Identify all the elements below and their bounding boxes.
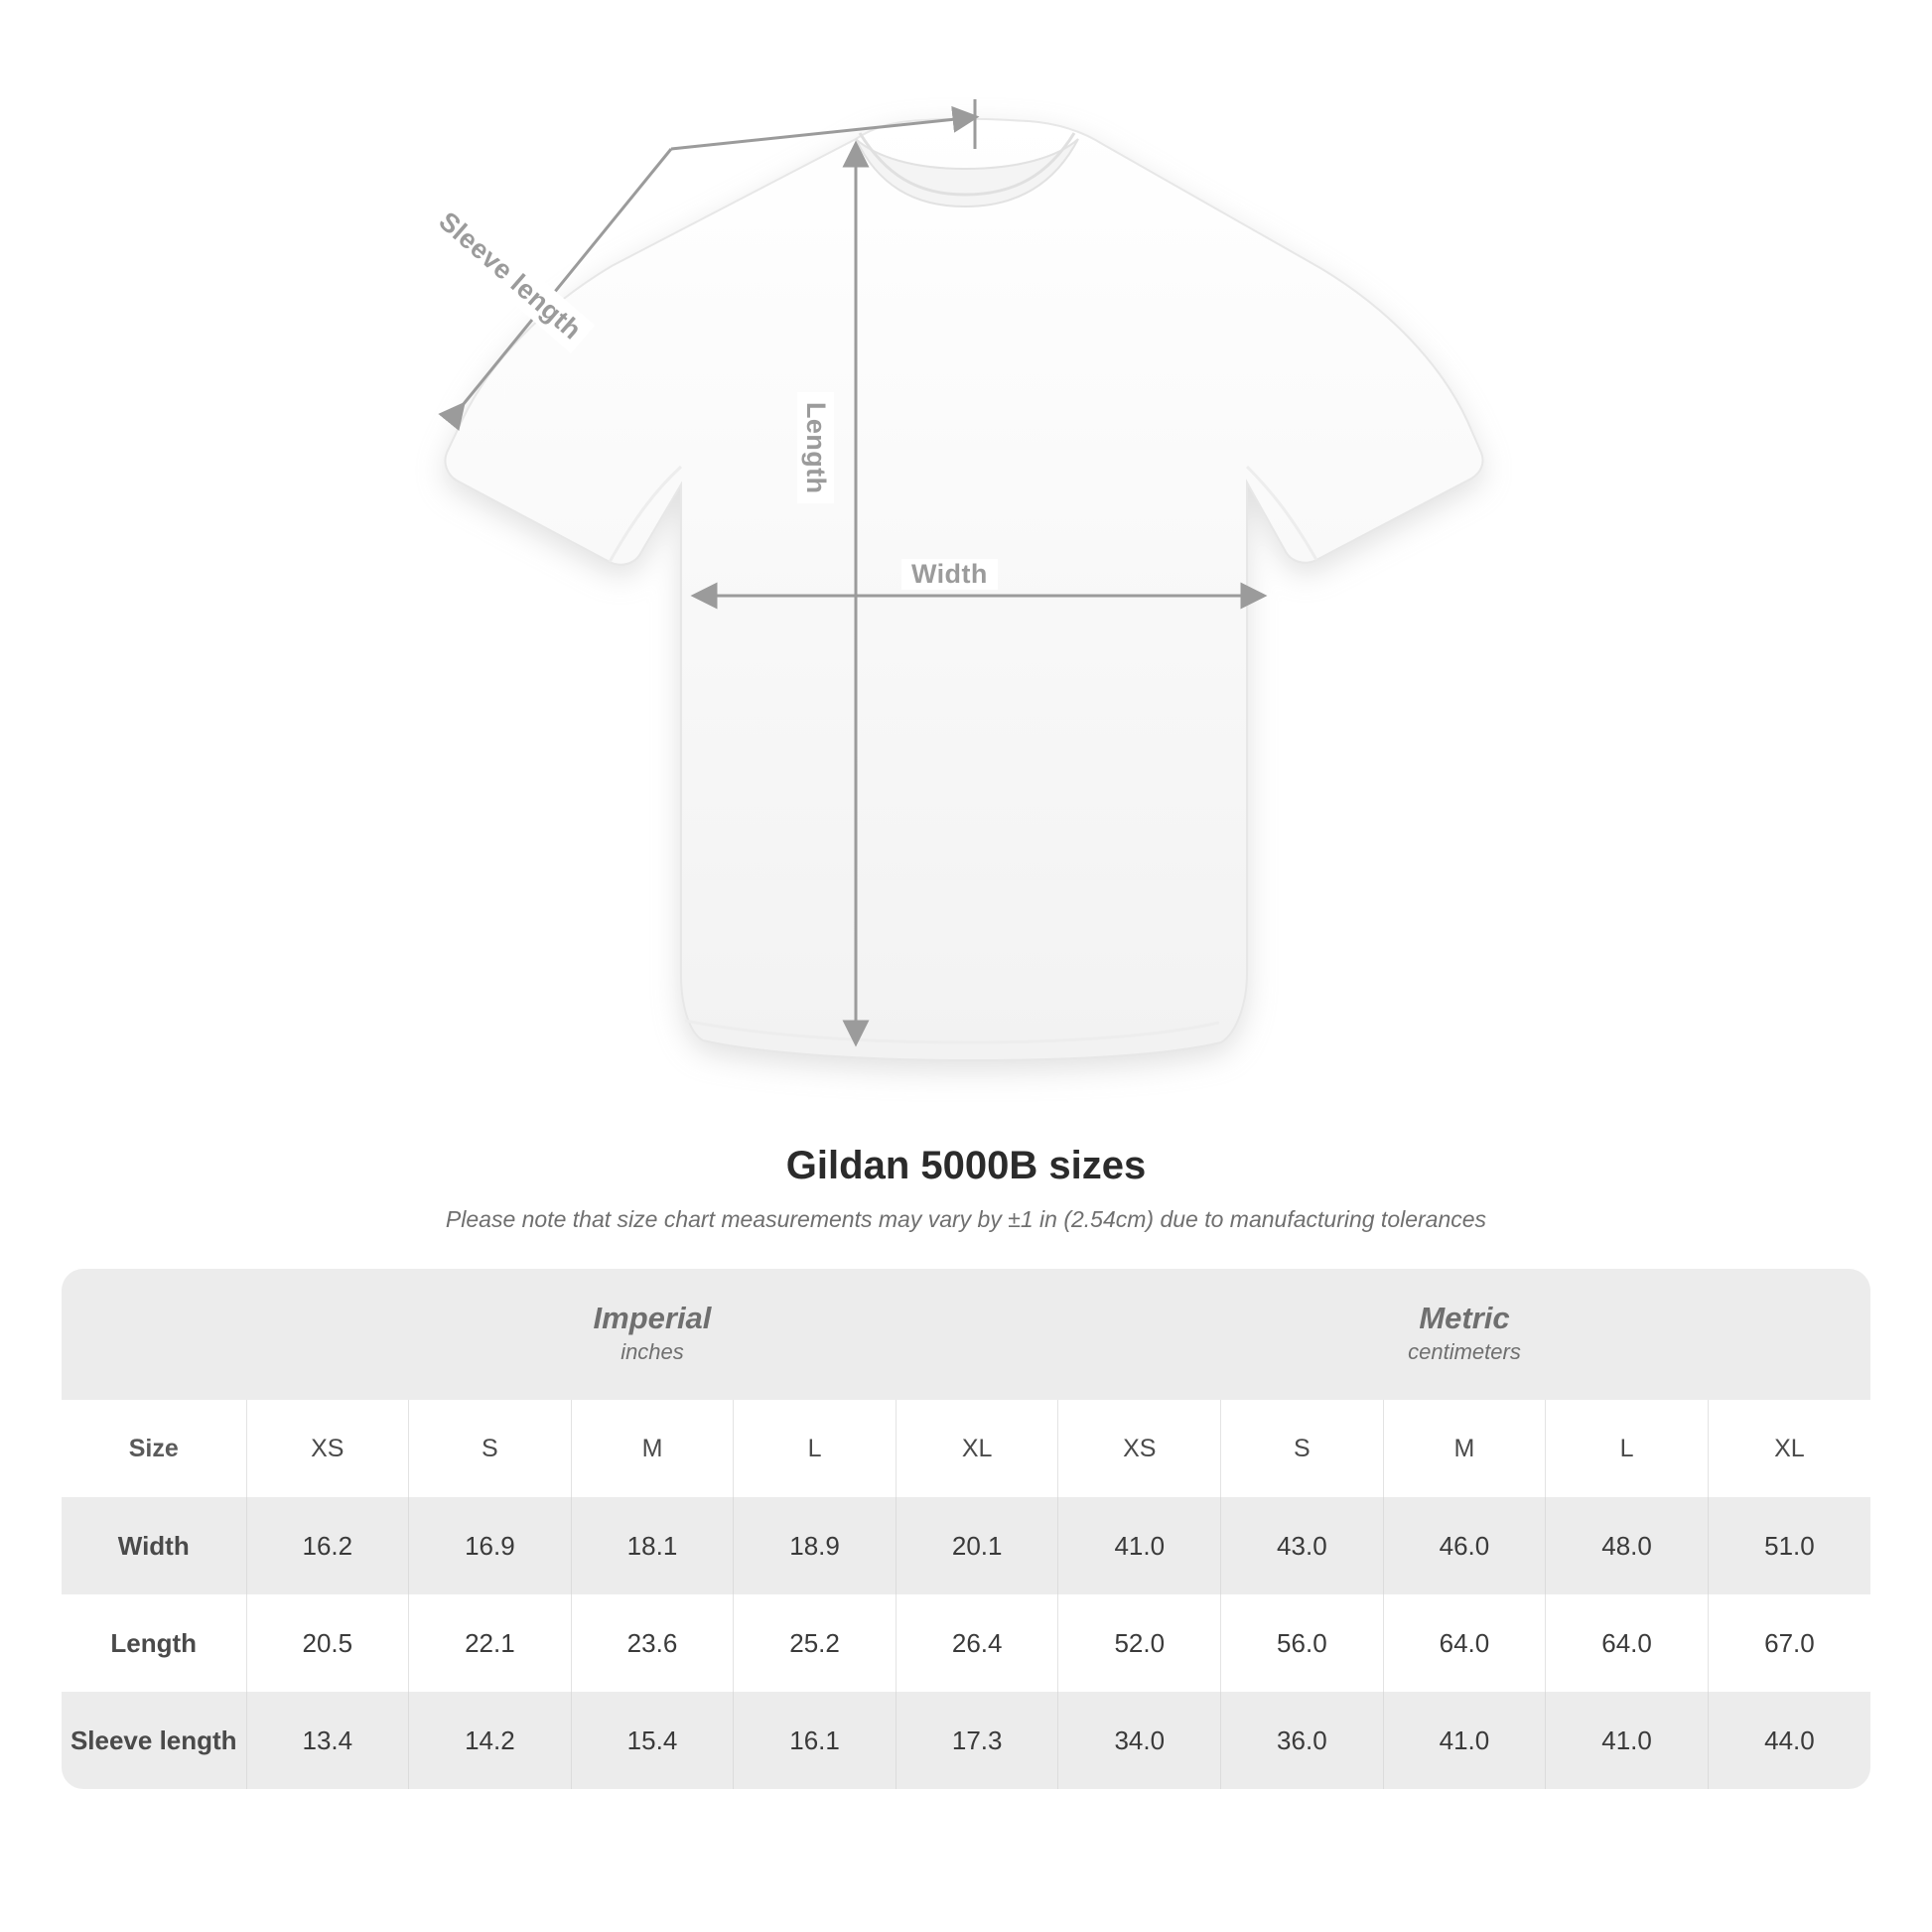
cell-length-metric-l: 64.0 (1546, 1594, 1709, 1692)
cell-length-imperial-l: 25.2 (734, 1594, 897, 1692)
cell-sleeve-metric-xl: 44.0 (1708, 1692, 1870, 1789)
cell-sleeve-imperial-m: 15.4 (571, 1692, 734, 1789)
unit-group-metric-title: Metric (1419, 1300, 1510, 1335)
unit-group-row (62, 1269, 1870, 1400)
cell-length-imperial-m: 23.6 (571, 1594, 734, 1692)
row-label-length: Length (62, 1594, 246, 1692)
cell-sleeve-imperial-xl: 17.3 (896, 1692, 1058, 1789)
cell-sleeve-metric-m: 41.0 (1383, 1692, 1546, 1789)
cell-width-imperial-xl: 20.1 (896, 1497, 1058, 1594)
cell-width-metric-l: 48.0 (1546, 1497, 1709, 1594)
header-size: Size (62, 1400, 246, 1497)
cell-length-imperial-s: 22.1 (409, 1594, 572, 1692)
table-row (62, 1594, 1870, 1692)
cell-length-imperial-xs: 20.5 (246, 1594, 409, 1692)
header-metric-l: L (1546, 1400, 1709, 1497)
cell-sleeve-imperial-l: 16.1 (734, 1692, 897, 1789)
header-metric-xs: XS (1058, 1400, 1221, 1497)
cell-width-imperial-s: 16.9 (409, 1497, 572, 1594)
row-label-width: Width (62, 1497, 246, 1594)
cell-length-metric-m: 64.0 (1383, 1594, 1546, 1692)
sleeve-length-dimension-label: Sleeve length (425, 199, 596, 353)
cell-length-metric-xs: 52.0 (1058, 1594, 1221, 1692)
cell-width-imperial-m: 18.1 (571, 1497, 734, 1594)
size-table (62, 1269, 1870, 1789)
unit-group-imperial-unit: inches (621, 1339, 684, 1365)
chart-heading-group (0, 1144, 1932, 1233)
unit-group-imperial-title: Imperial (593, 1300, 712, 1335)
cell-length-metric-s: 56.0 (1221, 1594, 1384, 1692)
cell-length-metric-xl: 67.0 (1708, 1594, 1870, 1692)
unit-group-metric (1058, 1269, 1870, 1400)
tolerance-note: Please note that size chart measurements may vary by ±1 in (2.54cm) due to manufacturing tolerances (445, 1206, 1487, 1232)
cell-sleeve-imperial-xs: 13.4 (246, 1692, 409, 1789)
header-imperial-s: S (409, 1400, 572, 1497)
table-row (62, 1497, 1870, 1594)
row-label-sleeve-length: Sleeve length (62, 1692, 246, 1789)
header-imperial-m: M (571, 1400, 734, 1497)
cell-sleeve-metric-xs: 34.0 (1058, 1692, 1221, 1789)
header-imperial-xs: XS (246, 1400, 409, 1497)
page-title: Gildan 5000B sizes (785, 1144, 1147, 1187)
unit-group-imperial (246, 1269, 1058, 1400)
header-imperial-l: L (734, 1400, 897, 1497)
table-header-row (62, 1400, 1870, 1497)
cell-sleeve-metric-s: 36.0 (1221, 1692, 1384, 1789)
cell-width-metric-m: 46.0 (1383, 1497, 1546, 1594)
cell-length-imperial-xl: 26.4 (896, 1594, 1058, 1692)
header-imperial-xl: XL (896, 1400, 1058, 1497)
width-dimension-label: Width (901, 559, 998, 590)
cell-sleeve-imperial-s: 14.2 (409, 1692, 572, 1789)
length-dimension-label: Length (797, 392, 834, 503)
cell-width-metric-xs: 41.0 (1058, 1497, 1221, 1594)
header-metric-xl: XL (1708, 1400, 1870, 1497)
unit-spacer-cell (62, 1269, 246, 1400)
size-table-wrapper (62, 1269, 1870, 1789)
unit-group-metric-unit: centimeters (1408, 1339, 1521, 1365)
cell-width-metric-xl: 51.0 (1708, 1497, 1870, 1594)
cell-width-imperial-l: 18.9 (734, 1497, 897, 1594)
cell-width-metric-s: 43.0 (1221, 1497, 1384, 1594)
cell-width-imperial-xs: 16.2 (246, 1497, 409, 1594)
header-metric-m: M (1383, 1400, 1546, 1497)
header-metric-s: S (1221, 1400, 1384, 1497)
table-row (62, 1692, 1870, 1789)
cell-sleeve-metric-l: 41.0 (1546, 1692, 1709, 1789)
